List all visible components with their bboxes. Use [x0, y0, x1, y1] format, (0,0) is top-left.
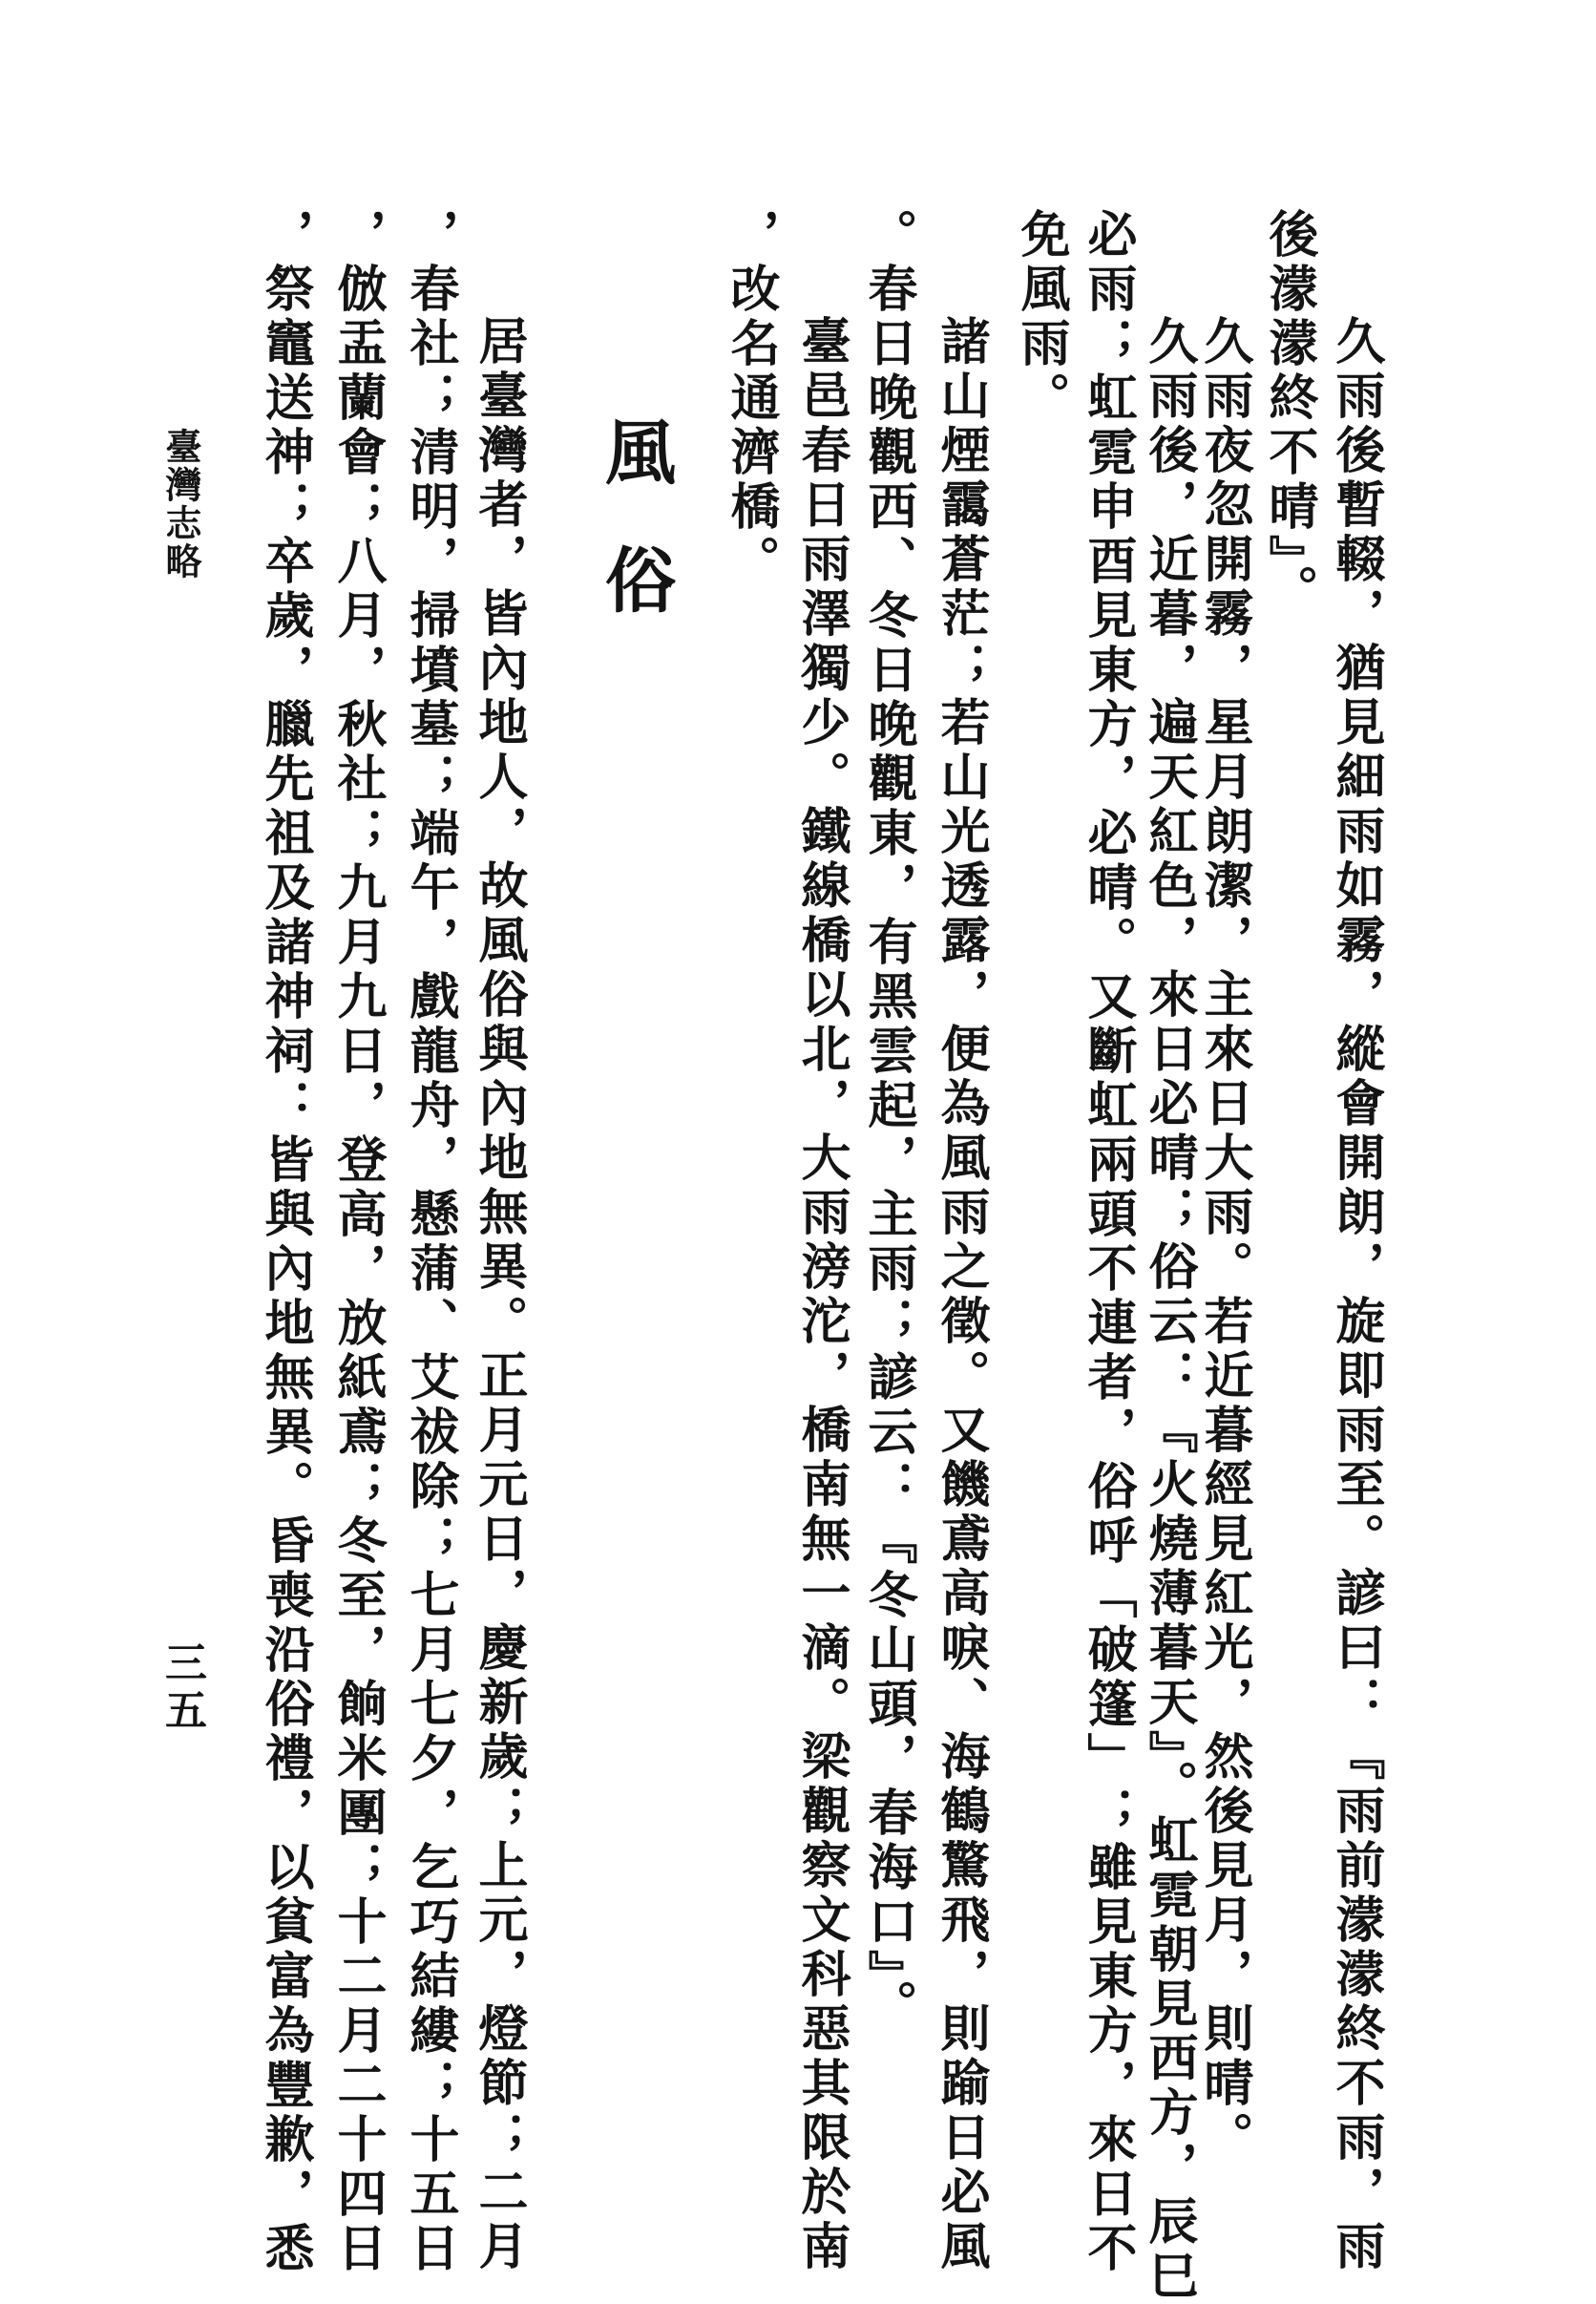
page-number: 三五: [158, 1640, 206, 1736]
text-column: 臺邑春日雨澤獨少。鐵線橋以北，大雨滂沱，橋南無一滴。梁觀察文科惡其限於南: [792, 315, 850, 2274]
text-column: 免風雨。: [1012, 208, 1070, 426]
text-column: 後濛濛終不晴』。: [1260, 208, 1318, 619]
text-column: 久雨後，近暮，遍天紅色，來日必晴；俗云：『火燒薄暮天』。虹霓朝見西方，辰巳: [1140, 315, 1198, 2304]
text-column: 必雨；虹霓申酉見東方，必晴。又斷虹兩頭不連者，俗呼「破篷」；雖見東方，來日不: [1079, 208, 1137, 2276]
section-heading: 風俗: [594, 415, 676, 671]
text-column: ，倣盂蘭會；八月，秋社；九月九日，登高，放紙鳶；冬至，餉米團；十二月二十四日: [328, 208, 387, 2276]
text-column: ，春社；清明，掃墳墓；端午，戲龍舟，懸蒲、艾祓除；七月七夕，乞巧結縷；十五日: [401, 208, 459, 2276]
text-column: 久雨夜忽開霧，星月朗潔，主來日大雨。若近暮經見紅光，然後見月，則晴。: [1195, 315, 1253, 2166]
text-column: 。春日晚觀西、冬日晚觀東，有黑雲起，主雨；諺云：『冬山頭，春海口』。: [859, 208, 917, 2034]
running-title: 臺灣志略: [159, 428, 202, 581]
text-column: 久雨後暫輟，猶見細雨如霧，縱會開朗，旋即雨至。諺曰：『雨前濛濛終不雨，雨: [1327, 315, 1385, 2274]
text-column: ，祭竈送神；卒歲，臘先祖及諸神祠：皆與內地無異。昏喪沿俗禮，以貧富為豐歉，悉: [256, 208, 314, 2276]
text-column: 諸山煙靄蒼茫；若山光透露，便為風雨之徵。又饑鳶高唳、海鶴驚飛，則踰日必風: [932, 315, 990, 2274]
text-column: ，改名通濟橋。: [722, 208, 780, 589]
text-column: 居臺灣者，皆內地人，故風俗與內地無異。正月元日，慶新歲；上元，燈節；二月: [470, 315, 528, 2274]
